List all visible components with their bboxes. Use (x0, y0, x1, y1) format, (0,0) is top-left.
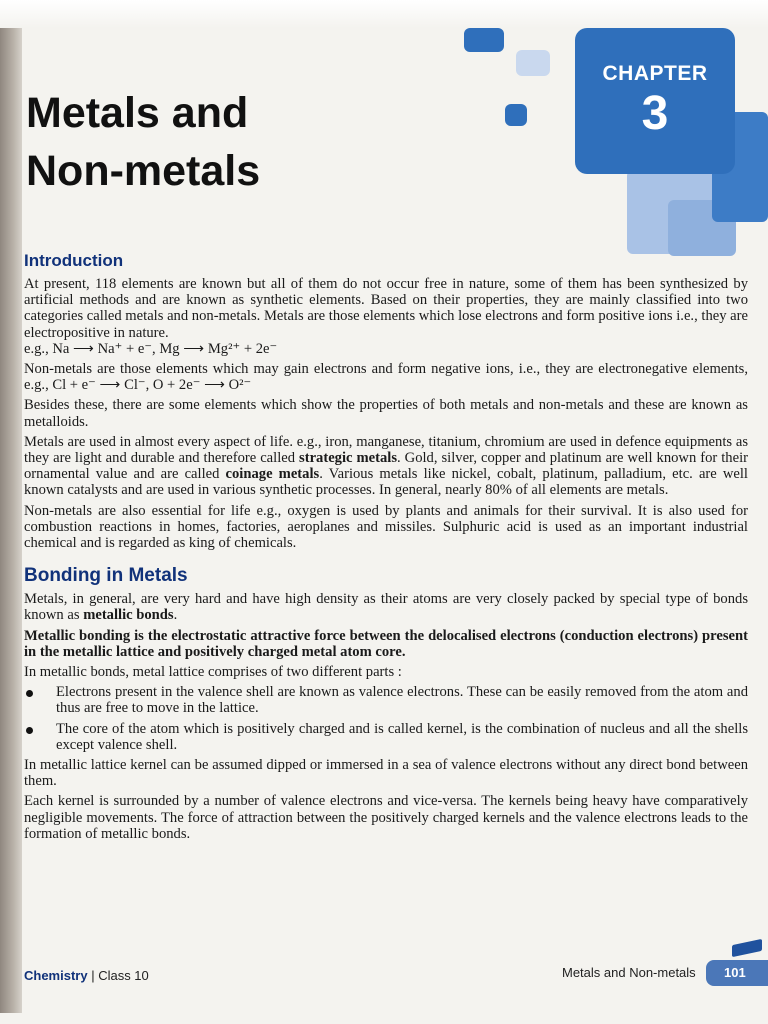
paragraph: Besides these, there are some elements which show the properties of both metals and non-metals and these are known as metalloids. (24, 397, 748, 430)
term-coinage-metals: coinage metals (225, 466, 320, 483)
page-title (26, 84, 260, 200)
footer-subject-name: Chemistry (24, 968, 88, 983)
section-heading-introduction: Introduction (24, 251, 124, 270)
paragraph: Non-metals are also essential for life e.g., oxygen is used by plants and animals for their survival. It is also used for combustion reactions in homes, factories, aeroplanes and missiles. Sulphuric acid is used as an important industrial chemical and is regarded as king of chemicals. (24, 502, 748, 552)
book-spine-shadow (0, 28, 22, 1013)
deco-square (505, 104, 527, 126)
list-item-text: Electrons present in the valence shell are known as valence electrons. These can be easily removed from the atom and thus are free to move in the lattice. (56, 684, 748, 717)
section-heading-bonding: Bonding in Metals (24, 565, 188, 587)
paragraph: In metallic bonds, metal lattice comprises of two different parts : (24, 664, 402, 681)
chapter-label: CHAPTER (602, 62, 708, 85)
chapter-number: 3 (641, 87, 669, 140)
text-run: . Gold, silver, copper and platinum are well known for their ornamental value and are called (24, 450, 748, 483)
text-run: . Various metals like nickel, cobalt, platinum, palladium, etc. are well known catalysts and are used in various synthetic processes. In general, nearly 80% of all elements are metals. (24, 466, 748, 499)
definition-metallic-bonding (24, 628, 748, 660)
paragraph-metallic-bonds (24, 591, 748, 623)
paragraph-strategic-metals (24, 434, 748, 499)
text-run: Metals are used in almost every aspect of life. e.g., iron, manganese, titanium, chromium are used in defence equipments as they are light and durable and therefore called (24, 433, 748, 467)
page-tab-decoration (732, 939, 762, 957)
equation-line: e.g., Na ⟶ Na⁺ + e⁻, Mg ⟶ Mg²⁺ + 2e⁻ (24, 340, 278, 357)
footer-class: Class 10 (98, 968, 149, 983)
title-line-1: Metals and (26, 89, 249, 137)
term-strategic-metals: strategic metals (299, 450, 398, 467)
page-number: 101 (706, 960, 768, 986)
text-run: Metals, in general, are very hard and have high density as their atoms are very closely packed by special type of bonds known as (24, 591, 748, 624)
footer-subject (24, 968, 149, 983)
deco-square (464, 28, 504, 52)
paragraph: Each kernel is surrounded by a number of valence electrons and vice-versa. The kernels being heavy have comparatively negligible movements. The force of attraction between the positively charged kernels and the valence electrons leads to the formation of metallic bonds. (24, 793, 748, 842)
deco-square (516, 50, 550, 76)
page-top-shade (0, 0, 768, 28)
chapter-badge (575, 28, 735, 174)
main-content (24, 250, 748, 842)
list-item (56, 684, 748, 716)
bullet-icon (26, 690, 33, 697)
paragraph: In metallic lattice kernel can be assumed dipped or immersed in a sea of valence electrons without any direct bond between them. (24, 757, 748, 790)
title-line-2: Non-metals (26, 147, 261, 195)
footer-separator: | (87, 968, 99, 983)
paragraph: At present, 118 elements are known but all of them do not occur free in nature, some of them has been synthesized by artificial methods and are known as synthetic elements. Based on their properties, they are mainly classified into two categories called metals and non-metals. Metals are those elements which lose electrons and form positive ions i.e., they are electropositive in nature. (24, 276, 748, 341)
list-item-text: The core of the atom which is positively charged and is called kernel, is the combination of nucleus and all the shells except valence shell. (56, 720, 748, 753)
definition-text: Metallic bonding is the electrostatic attractive force between the delocalised electrons (conduction electrons) present in the metallic lattice and positively charged metal atom core. (24, 627, 748, 660)
footer-chapter-name: Metals and Non-metals (562, 965, 696, 980)
paragraph: Non-metals are those elements which may gain electrons and form negative ions, i.e., they are electronegative elements, e.g., Cl + e⁻ ⟶ Cl⁻, O + 2e⁻ ⟶ O²⁻ (24, 361, 748, 394)
text-run: . (173, 607, 178, 624)
list-item (56, 721, 748, 753)
bullet-icon (26, 727, 33, 734)
term-metallic-bonds: metallic bonds (83, 607, 174, 624)
bullet-list (24, 684, 748, 753)
